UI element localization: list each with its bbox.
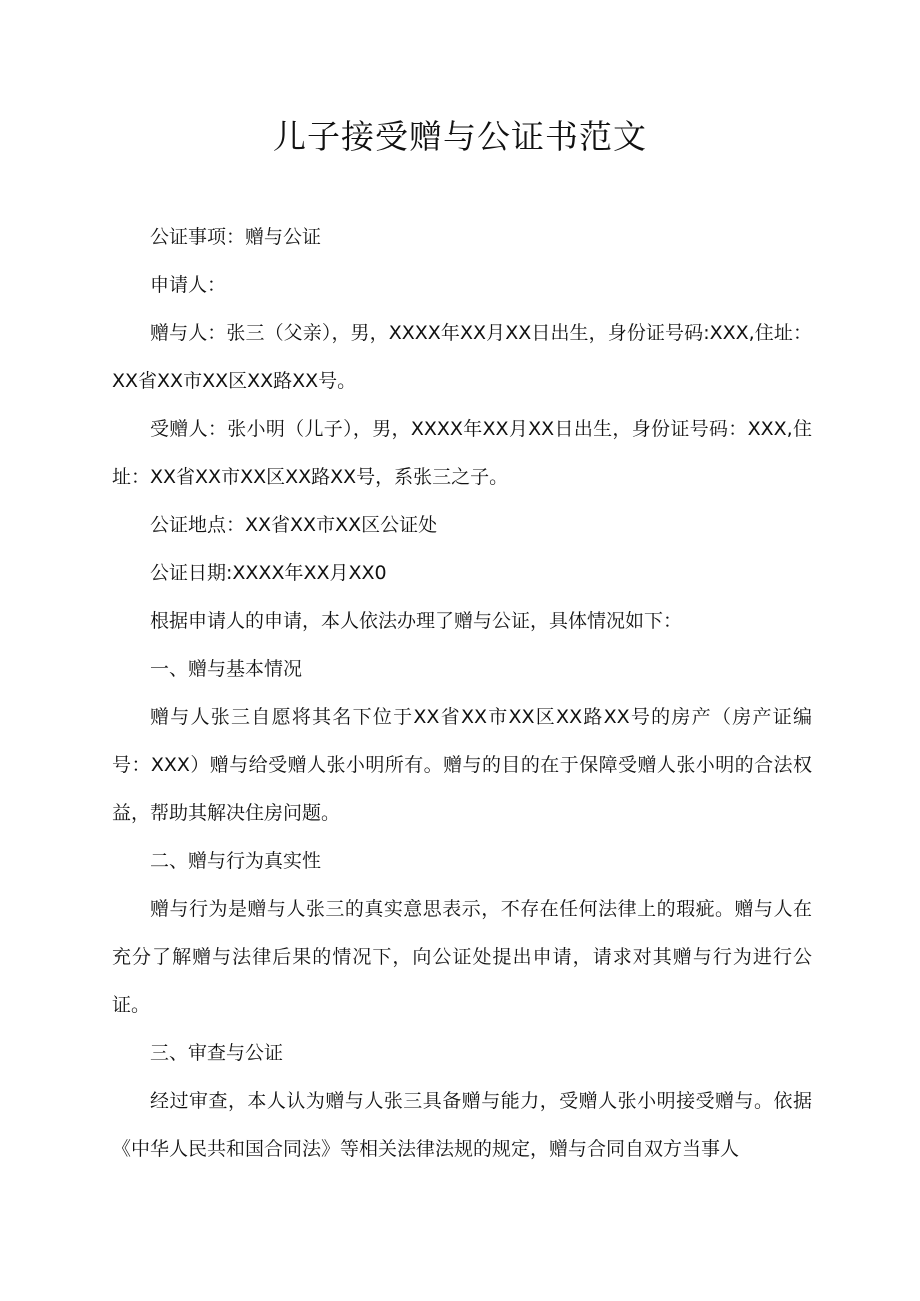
intro-paragraph: 根据申请人的申请，本人依法办理了赠与公证，具体情况如下： xyxy=(150,610,683,632)
section-paragraph-3: 经过审查，本人认为赠与人张三具备赠与能力，受赠人张小明接受赠与。依据《中华人民共和国合同法》等相关法律法规的规定，赠与合同自双方当事人 xyxy=(112,1090,812,1160)
section-heading-2: 二、赠与行为真实性 xyxy=(150,850,322,872)
donee-info: 受赠人：张小明（儿子），男，XXXX年XX月XX日出生，身份证号码：XXX,住址：XX省XX市XX区XX路XX号，系张三之子。 xyxy=(112,418,812,488)
section-heading-3: 三、审查与公证 xyxy=(150,1042,284,1064)
applicant-heading: 申请人： xyxy=(150,274,227,296)
notary-date: 公证日期:XXXX年XX月XX0 xyxy=(150,562,387,584)
section-paragraph-2: 赠与行为是赠与人张三的真实意思表示，不存在任何法律上的瑕疵。赠与人在充分了解赠与法律后果的情况下，向公证处提出申请，请求对其赠与行为进行公证。 xyxy=(112,898,812,1016)
section-paragraph-1: 赠与人张三自愿将其名下位于XX省XX市XX区XX路XX号的房产（房产证编号：XXX）赠与给受赠人张小明所有。赠与的目的在于保障受赠人张小明的合法权益，帮助其解决住房问题。 xyxy=(112,706,812,824)
notary-location: 公证地点：XX省XX市XX区公证处 xyxy=(150,514,438,536)
document-title: 儿子接受赠与公证书范文 xyxy=(273,117,647,156)
notary-matter: 公证事项：赠与公证 xyxy=(150,226,322,248)
document-body xyxy=(112,213,812,1173)
section-heading-1: 一、赠与基本情况 xyxy=(150,658,303,680)
donor-info: 赠与人：张三（父亲），男，XXXX年XX月XX日出生，身份证号码:XXX,住址：XX省XX市XX区XX路XX号。 xyxy=(112,322,812,392)
